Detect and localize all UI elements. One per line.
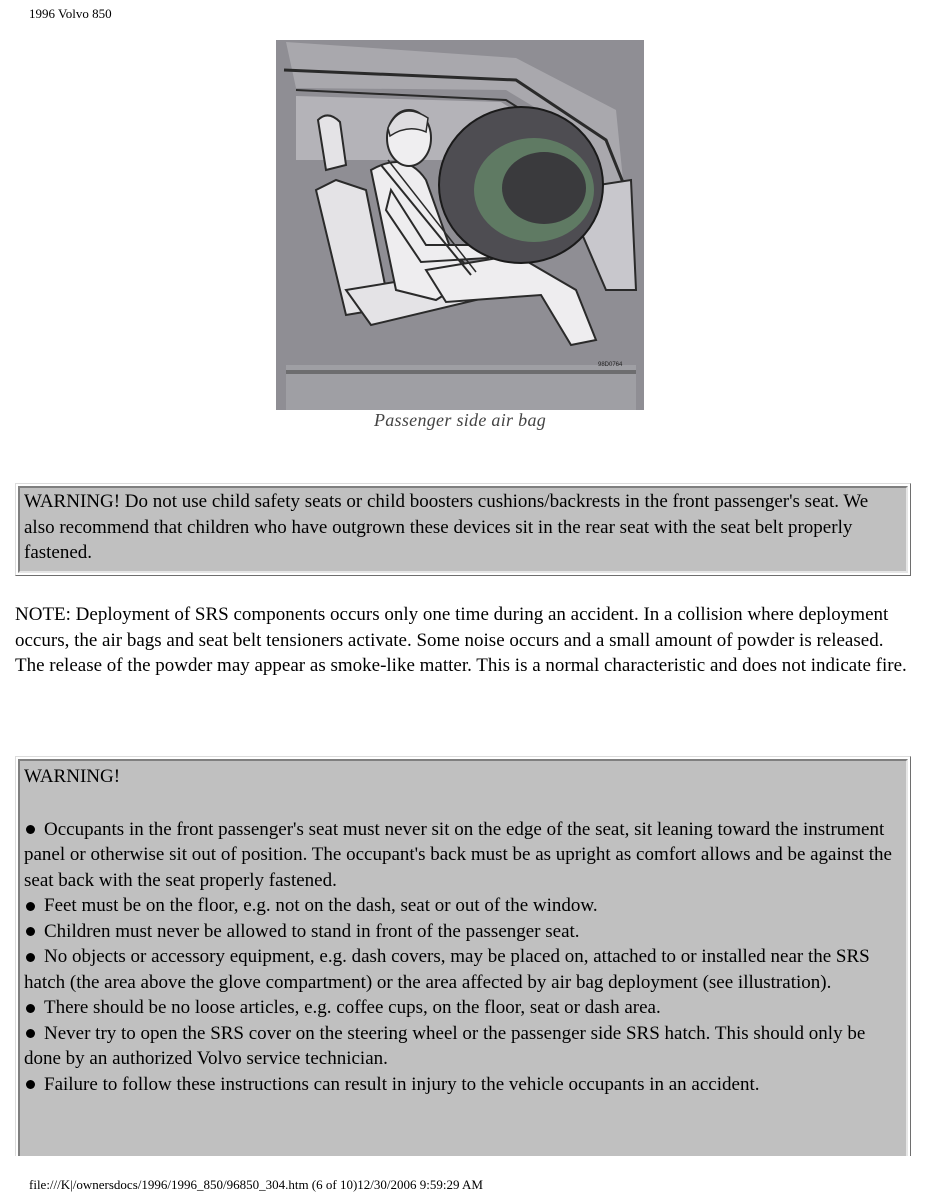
list-item: Feet must be on the floor, e.g. not on the dash, seat or out of the window. (24, 893, 902, 919)
page-footer-path: file:///K|/ownersdocs/1996/1996_850/96850_304.htm (6 of 10)12/30/2006 9:59:29 AM (29, 1177, 483, 1192)
list-item: Never try to open the SRS cover on the steering wheel or the passenger side SRS hatch. This should only be done by an authorized Volvo service technician. (24, 1022, 866, 1069)
figure-caption: Passenger side air bag (373, 410, 547, 430)
bullet-icon (26, 902, 35, 911)
list-item: No objects or accessory equipment, e.g. dash covers, may be placed on, attached to or installed near the SRS hatch (the area above the glove compartment) or the area affected by air bag deployment (see illustration). (24, 946, 870, 993)
list-item: Failure to follow these instructions can result in injury to the vehicle occupants in an accident. (24, 1072, 902, 1098)
bullet-icon (26, 953, 35, 962)
list-item: There should be no loose articles, e.g. coffee cups, on the floor, seat or dash area. (24, 995, 902, 1021)
warning-box-child-seats (18, 486, 908, 573)
bullet-icon (26, 927, 35, 936)
note-paragraph: NOTE: Deployment of SRS components occurs only one time during an accident. In a collision where deployment occurs, the air bags and seat belt tensioners activate. Some noise occurs and a small amount of powder is released. The release of the powder may appear as smoke-like matter. This is a normal characteristic and does not indicate fire. (15, 604, 907, 676)
bullet-icon (26, 1029, 35, 1038)
bullet-icon (26, 1080, 35, 1089)
warning-text: WARNING! Do not use child safety seats or child boosters cushions/backrests in the front passenger's seat. We also recommend that children who have outgrown these devices sit in the rear seat with the seat belt properly fastened. (24, 491, 869, 563)
figure-code: 98D0764 (598, 362, 623, 368)
bullet-icon (26, 1004, 35, 1013)
warning-box-occupants (18, 759, 908, 1156)
warning-list (24, 817, 902, 1098)
warning-title: WARNING! (24, 766, 121, 787)
airbag-illustration (276, 40, 644, 410)
list-item: Children must never be allowed to stand in front of the passenger seat. (24, 919, 902, 945)
list-item: Occupants in the front passenger's seat must never sit on the edge of the seat, sit leaning toward the instrument panel or otherwise sit out of position. The occupant's back must be as upright as comfort allows and be against the seat back with the seat properly fastened. (24, 818, 892, 891)
page-header-title: 1996 Volvo 850 (29, 6, 112, 21)
bullet-icon (26, 825, 35, 834)
